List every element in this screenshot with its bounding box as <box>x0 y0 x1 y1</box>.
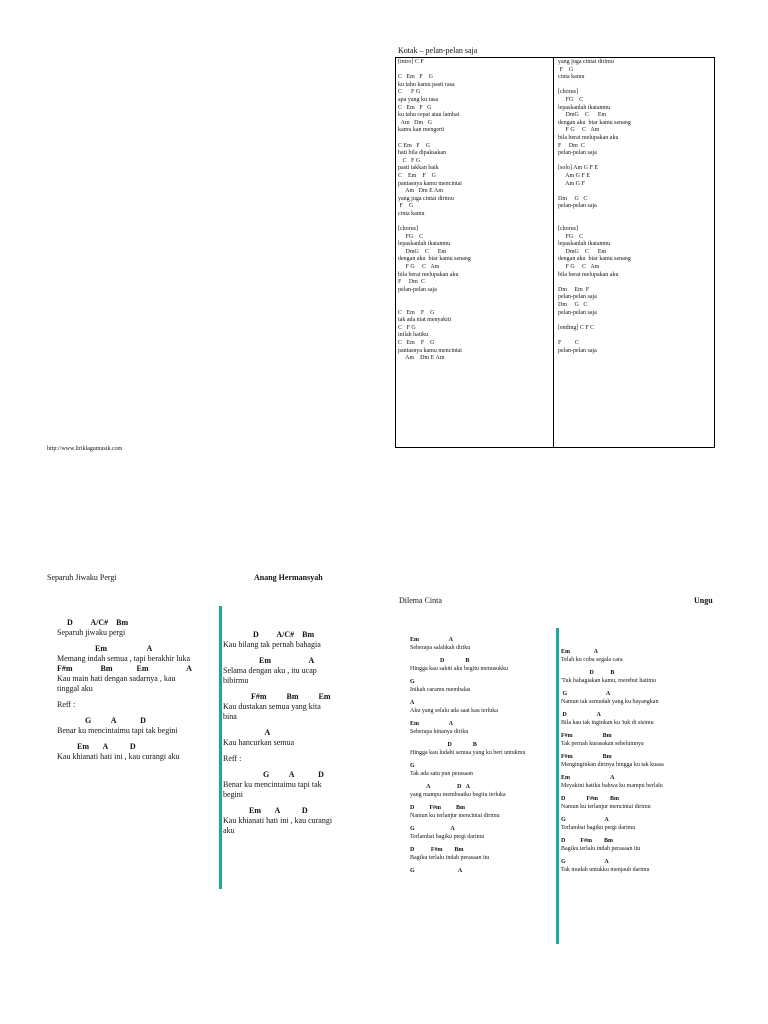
lyric-line: Memang indah semua , tapi berakhir luka <box>57 654 191 663</box>
kotak-col2-line <box>558 188 712 196</box>
chord-line: Em A D <box>223 806 308 815</box>
chord-line: Em A <box>561 649 599 655</box>
kotak-col1-line: tak ada niat menyakiti <box>398 317 452 324</box>
lyric-line: Inikah caramu membalas <box>410 687 471 693</box>
kotak-col2-line: F C <box>558 339 579 346</box>
separuh-left-column <box>57 618 220 762</box>
lyric-line: Namun ku terlanjur mencintai dirimu <box>561 804 651 810</box>
kotak-column-2 <box>558 59 712 355</box>
kotak-col1-line: cinta kamu <box>398 210 425 217</box>
kotak-col1-line: Am Dm G <box>398 119 433 126</box>
kotak-col1-line: C Em F G <box>398 104 432 111</box>
lyric-line: Tak ada satu pun perasaan <box>410 771 473 777</box>
chord-line: D B <box>561 670 615 676</box>
kotak-col1-line: bila berat melupakan aku <box>398 271 459 278</box>
chord-line: D F#m Bm <box>410 847 464 853</box>
lyric-line: bina <box>223 712 237 721</box>
kotak-col1-line: FG C <box>398 233 424 240</box>
chord-line: G A D <box>57 716 146 725</box>
lyric-line: Namun ku terlanjur mencintai dirimu <box>410 813 500 819</box>
lyric-line: Tak mudah untukku menjauh darimu <box>561 867 650 873</box>
lyric-line: Seberapa salahkah diriku <box>410 645 471 651</box>
chord-line: G A <box>410 826 455 832</box>
lyric-line: Kau bilang tak pernah bahagia <box>223 640 321 649</box>
kotak-col1-line: hati bila dipaksakan <box>398 150 446 157</box>
kotak-col1-line: C Em F G <box>398 74 434 81</box>
kotak-col2-line: bila berat melupakan aku <box>558 271 619 278</box>
chord-line: D B <box>410 658 470 664</box>
kotak-col2-line: [chorus] <box>558 226 578 233</box>
chord-line: D B <box>410 742 477 748</box>
kotak-col2-line: FG C <box>558 233 584 240</box>
lyric-line: Kau khianati hati ini , kau curangi <box>223 816 333 825</box>
lyric-line: Aku yang selalu ada saat kau terluka <box>410 708 498 714</box>
chord-line: D F#m Bm <box>561 838 613 844</box>
lyric-line: Terlambat bagiku pergi darimu <box>561 825 636 831</box>
kotak-col2-line: DmG C Em <box>558 248 607 255</box>
kotak-col2-line <box>558 158 712 166</box>
kotak-col1-line: pasti takkan baik <box>398 165 439 172</box>
chord-line: Em A <box>223 656 315 665</box>
kotak-col2-line: pelan-pelan saja <box>558 203 597 210</box>
chord-line: Em A <box>57 644 153 653</box>
lyric-line: aku <box>223 826 235 835</box>
lyric-line: Seberapa hinanya diriku <box>410 729 469 735</box>
dilema-divider <box>556 628 559 944</box>
kotak-col1-line: C F G <box>398 157 421 164</box>
kotak-col2-line <box>558 218 712 226</box>
kotak-col1-line: Am Dm E Am <box>398 355 445 362</box>
chord-line: G A <box>561 859 609 865</box>
chord-line: Em A <box>410 721 454 727</box>
chord-line: A <box>410 700 415 706</box>
kotak-col1-line: F G <box>398 203 414 210</box>
kotak-col2-line: F G C Am <box>558 264 600 271</box>
chord-line: A <box>223 728 271 737</box>
chord-line: G A <box>561 817 609 823</box>
kotak-col1-line: [chorus] <box>398 226 418 233</box>
kotak-col2-line: F G <box>558 66 574 73</box>
lyric-line: Reff : <box>57 700 76 709</box>
kotak-col2-line: dengan aku biar kamu senang <box>558 256 631 263</box>
kotak-col2-line: Dm Em F <box>558 286 590 293</box>
kotak-col2-line: dengan aku biar kamu senang <box>558 119 631 126</box>
lyric-line: Benar ku mencintaimu tapi tak begini <box>57 726 178 735</box>
kotak-col1-line: lepaskanlah ikatanmu <box>398 241 451 248</box>
lyric-line: Kau dustakan semua yang kita <box>223 702 321 711</box>
chord-line: D A <box>561 712 601 718</box>
kotak-col2-line: [chorus] <box>558 89 578 96</box>
lyric-line: Benar ku mencintaimu tapi tak <box>223 780 322 789</box>
kotak-col2-line: pelan-pelan saja <box>558 309 597 316</box>
separuh-title: Separuh Jiwaku Pergi <box>47 573 117 582</box>
chord-line: G <box>410 763 415 769</box>
kotak-col1-line: ku tahu cepat atau lambat <box>398 112 460 119</box>
kotak-col2-line <box>558 211 712 219</box>
kotak-col2-line: lepaskanlah ikatanmu <box>558 104 611 111</box>
kotak-col2-line: DmG C Em <box>558 112 607 119</box>
kotak-chord-table <box>395 57 715 448</box>
dilema-title: Dilema Cinta <box>399 596 442 605</box>
lyric-line: Kau khianati hati ini , kau curangi aku <box>57 752 180 761</box>
separuh-right-column <box>223 630 363 836</box>
kotak-column-divider <box>553 58 554 447</box>
kotak-col1-line: DmG C Em <box>398 248 447 255</box>
chord-line: D F#m Bm <box>561 796 619 802</box>
chord-line: F#m Bm <box>561 754 612 760</box>
kotak-col2-line: F G C Am <box>558 127 600 134</box>
kotak-col1-line <box>398 302 552 310</box>
chord-line: Em A <box>561 775 615 781</box>
kotak-col1-line <box>398 218 552 226</box>
kotak-col2-line <box>558 279 712 287</box>
chord-line: D F#m Bm <box>410 805 465 811</box>
kotak-col1-line: inilah hatiku <box>398 332 429 339</box>
lyric-line: Telah ku coba segala cara <box>561 657 623 663</box>
dilema-right-column <box>561 648 721 874</box>
chord-line: G A D <box>223 770 324 779</box>
chord-line: G <box>410 679 415 685</box>
source-url: http://www.liriklagumusik.com <box>47 446 123 452</box>
kotak-col2-line: yang juga cintai dirimu <box>558 59 614 65</box>
kotak-col2-line: bila berat melupakan aku <box>558 134 619 141</box>
dilema-artist: Ungu <box>694 596 713 605</box>
kotak-col1-line: yang juga cintai dirimu <box>398 195 454 202</box>
lyric-line: Reff : <box>223 754 242 763</box>
separuh-divider <box>219 606 222 889</box>
kotak-col1-line: C Em F G <box>398 172 437 179</box>
lyric-line: Bila kau tak inginkan ku 'tuk di sisimu <box>561 720 654 726</box>
lyric-line: Terlambat bagiku pergi darimu <box>410 834 485 840</box>
chord-line: D A/C# Bm <box>57 618 129 627</box>
kotak-col1-line: C F G <box>398 89 421 96</box>
lyric-line: tinggal aku <box>57 684 93 693</box>
lyric-line: Menginginkan dirinya hingga ku tak kuasa <box>561 762 664 768</box>
lyric-line: begini <box>223 790 243 799</box>
lyric-line: Kau main hati dengan sadarnya , kau <box>57 674 176 683</box>
kotak-col1-line <box>398 135 552 143</box>
chord-line: G A <box>410 868 463 874</box>
kotak-col1-line: [intro] C F <box>398 59 424 65</box>
chord-line: Em A D <box>57 742 136 751</box>
lyric-line: Tak pernah kurasakan sebelumnya <box>561 741 644 747</box>
separuh-artist: Anang Hermansyah <box>254 573 323 582</box>
kotak-col2-line: cinta kamu <box>558 74 585 81</box>
kotak-col1-line: dengan aku biar kamu senang <box>398 256 471 263</box>
kotak-col2-line: pelan-pelan saja <box>558 150 597 157</box>
chord-line: F#m Bm Em <box>223 692 331 701</box>
chord-line: D A/C# Bm <box>223 630 315 639</box>
kotak-col1-line: pantasnya kamu mencintai <box>398 347 462 354</box>
kotak-col1-line: pantasnya kamu mencintai <box>398 180 462 187</box>
lyric-line: Bagiku terlalu indah perasaan itu <box>410 855 490 861</box>
kotak-col1-line <box>398 67 552 75</box>
kotak-col2-line: FG C <box>558 96 584 103</box>
kotak-col1-line: F Dm C <box>398 279 425 286</box>
kotak-col2-line: Am G F E <box>558 172 591 179</box>
kotak-col2-line: pelan-pelan saja <box>558 294 597 301</box>
lyric-line: Selama dengan aku , itu ucap <box>223 666 317 675</box>
kotak-col2-line: [solo] Am G F E <box>558 165 599 172</box>
dilema-left-column <box>410 636 556 875</box>
lyric-line: bibirmu <box>223 676 249 685</box>
kotak-col2-line: [ending] C F C <box>558 324 595 331</box>
lyric-line: Meyakini hatiku bahwa ku mampu berlalu <box>561 783 663 789</box>
lyric-line: Namun tak semudah yang ku bayangkan <box>561 699 659 705</box>
lyric-line: 'Tuk bahagiakan kamu, merebut hatimu <box>561 678 657 684</box>
kotak-col1-line: C Em F G <box>398 309 435 316</box>
lyric-line: yang mampu membuatku begitu terluka <box>410 792 506 798</box>
kotak-col1-line: pelan-pelan saja <box>398 286 437 293</box>
kotak-col2-line: lepaskanlah ikatanmu <box>558 241 611 248</box>
lyric-line: Hingga kau sakiti aku begitu menusukku <box>410 666 509 672</box>
lyric-line: Bagiku terlalu indah perasaan itu <box>561 846 641 852</box>
kotak-col1-line: Am Dm E Am <box>398 188 444 195</box>
chord-line: F#m Bm Em A <box>57 664 192 673</box>
kotak-col2-line <box>558 82 712 90</box>
kotak-title: Kotak – pelan-pelan saja <box>398 46 478 55</box>
kotak-col1-line: kamu kan mengerti <box>398 127 445 134</box>
kotak-col1-line: C F G <box>398 324 416 331</box>
lyric-line: Kau hancurkan semua <box>223 738 295 747</box>
kotak-col2-line <box>558 332 712 340</box>
chord-line: Em A <box>410 637 454 643</box>
kotak-col1-line: apa yang ku rasa <box>398 96 439 103</box>
kotak-col1-line <box>398 294 552 302</box>
chord-line: F#m Bm <box>561 733 612 739</box>
kotak-col1-line: C Em F G <box>398 339 435 346</box>
kotak-column-1 <box>398 59 552 363</box>
lyric-line: Separuh jiwaku pergi <box>57 628 126 637</box>
kotak-col1-line: ku tahu kamu pasti rasa <box>398 81 455 88</box>
kotak-col2-line <box>558 317 712 325</box>
kotak-col2-line: F Dm C <box>558 142 585 149</box>
kotak-col1-line: F G C Am <box>398 264 440 271</box>
chord-line: A D A <box>410 784 471 790</box>
kotak-col2-line: pelan-pelan saja <box>558 347 597 354</box>
lyric-line: Hingga kau ludahi semua yang ku beri untukmu <box>410 750 526 756</box>
chord-line: G A <box>561 691 611 697</box>
kotak-col2-line: Dm G C <box>558 195 588 202</box>
kotak-col1-line: C Em F G <box>398 142 431 149</box>
kotak-col2-line: Dm G C <box>558 302 588 308</box>
kotak-col2-line: Am G F <box>558 180 585 187</box>
